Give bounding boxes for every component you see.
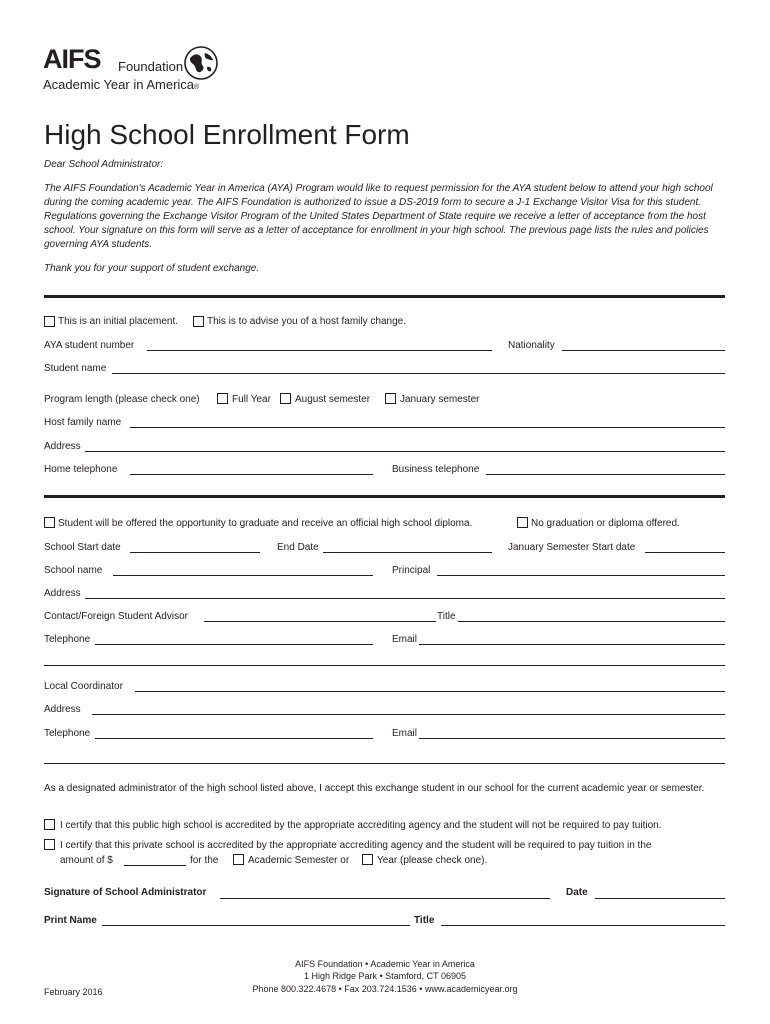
logo-program: Academic Year in America® bbox=[43, 77, 200, 92]
footer-line-3: Phone 800.322.4678 • Fax 203.724.1536 • www.academicyear.org bbox=[252, 984, 518, 994]
initial-placement-label: This is an initial placement. bbox=[58, 316, 179, 327]
program-length-label: Program length (please check one) bbox=[44, 394, 200, 405]
end-date-label: End Date bbox=[277, 542, 319, 553]
year-checkbox[interactable] bbox=[362, 854, 373, 865]
for-the-label: for the bbox=[190, 855, 219, 866]
aya-number-field[interactable] bbox=[147, 350, 492, 351]
host-family-label: Host family name bbox=[44, 417, 122, 428]
intro-paragraph: The AIFS Foundation's Academic Year in America (AYA) Program would like to request permission for the AYA student below to attend your high school during the coming academic year. The AIFS Foundation is authorized to issue a DS-2019 form to secure a J-1 Exchange Visitor Visa for this student. Regulations governing the Exchange Visitor Program of the United States Department of State require we receive a letter of acceptance from the host school. Your signature on this form will serve as a letter of acceptance for enrollment in your high school. The previous page lists the rules and policies governing AYA students. bbox=[44, 183, 713, 250]
school-telephone-field[interactable] bbox=[95, 644, 373, 645]
section-divider bbox=[44, 495, 725, 498]
business-telephone-label: Business telephone bbox=[392, 464, 480, 475]
coordinator-email-label: Email bbox=[392, 728, 418, 739]
print-name-label: Print Name bbox=[44, 915, 97, 926]
advisor-field[interactable] bbox=[204, 621, 436, 622]
footer-line-1: AIFS Foundation • Academic Year in America bbox=[295, 959, 475, 969]
initial-placement-checkbox[interactable] bbox=[44, 316, 55, 327]
private-school-checkbox[interactable] bbox=[44, 839, 55, 850]
salutation: Dear School Administrator: bbox=[44, 159, 164, 170]
logo-brand: AIFS bbox=[43, 44, 101, 74]
academic-semester-checkbox[interactable] bbox=[233, 854, 244, 865]
jan-start-field[interactable] bbox=[645, 552, 725, 553]
principal-label: Principal bbox=[392, 565, 431, 576]
school-telephone-label: Telephone bbox=[44, 634, 91, 645]
section-divider bbox=[44, 763, 725, 764]
host-change-checkbox[interactable] bbox=[193, 316, 204, 327]
full-year-checkbox[interactable] bbox=[217, 393, 228, 404]
january-semester-checkbox[interactable] bbox=[385, 393, 396, 404]
end-date-field[interactable] bbox=[323, 552, 492, 553]
advisor-label: Contact/Foreign Student Advisor bbox=[44, 611, 188, 622]
january-semester-label: January semester bbox=[400, 394, 480, 405]
jan-start-label: January Semester Start date bbox=[508, 542, 636, 553]
school-name-field[interactable] bbox=[113, 575, 373, 576]
logo-foundation: Foundation bbox=[118, 59, 184, 74]
section-divider bbox=[44, 665, 725, 666]
no-graduation-checkbox[interactable] bbox=[517, 517, 528, 528]
home-telephone-field[interactable] bbox=[130, 474, 373, 475]
coordinator-telephone-field[interactable] bbox=[95, 738, 373, 739]
advisor-title-field[interactable] bbox=[458, 621, 725, 622]
footer-line-2: 1 High Ridge Park • Stamford, CT 06905 bbox=[303, 971, 467, 981]
student-name-field[interactable] bbox=[112, 373, 725, 374]
signature-title-label: Title bbox=[414, 915, 435, 926]
full-year-label: Full Year bbox=[232, 394, 271, 405]
school-email-label: Email bbox=[392, 634, 418, 645]
nationality-label: Nationality bbox=[508, 340, 555, 351]
school-name-label: School name bbox=[44, 565, 103, 576]
local-coordinator-field[interactable] bbox=[135, 691, 725, 692]
date-field[interactable] bbox=[595, 898, 725, 899]
nationality-field[interactable] bbox=[562, 350, 725, 351]
globe-icon bbox=[183, 45, 219, 81]
signature-title-field[interactable] bbox=[441, 925, 725, 926]
school-address-field[interactable] bbox=[85, 598, 725, 599]
amount-field[interactable] bbox=[124, 865, 186, 866]
august-semester-label: August semester bbox=[295, 394, 371, 405]
host-change-label: This is to advise you of a host family change. bbox=[207, 316, 406, 327]
business-telephone-field[interactable] bbox=[486, 474, 725, 475]
no-graduation-label: No graduation or diploma offered. bbox=[531, 518, 680, 529]
public-school-checkbox[interactable] bbox=[44, 819, 55, 830]
section-divider bbox=[44, 295, 725, 298]
student-name-label: Student name bbox=[44, 363, 107, 374]
signature-field[interactable] bbox=[220, 898, 550, 899]
signature-label: Signature of School Administrator bbox=[44, 887, 207, 898]
date-label: Date bbox=[566, 887, 588, 898]
address-label: Address bbox=[44, 441, 81, 452]
graduate-label: Student will be offered the opportunity to graduate and receive an official high school diploma. bbox=[58, 518, 473, 529]
thanks-text: Thank you for your support of student exchange. bbox=[44, 263, 260, 274]
acceptance-statement: As a designated administrator of the high school listed above, I accept this exchange student in our school for the current academic year or semester. bbox=[44, 783, 705, 794]
home-telephone-label: Home telephone bbox=[44, 464, 118, 475]
host-family-field[interactable] bbox=[130, 427, 725, 428]
graduate-checkbox[interactable] bbox=[44, 517, 55, 528]
coordinator-address-field[interactable] bbox=[92, 714, 725, 715]
public-school-label: I certify that this public high school is accredited by the appropriate accrediting agency and the student will not be required to pay tuition. bbox=[60, 820, 662, 831]
coordinator-email-field[interactable] bbox=[419, 738, 725, 739]
academic-semester-label: Academic Semester or bbox=[248, 855, 350, 866]
principal-field[interactable] bbox=[437, 575, 725, 576]
school-address-label: Address bbox=[44, 588, 81, 599]
coordinator-telephone-label: Telephone bbox=[44, 728, 91, 739]
private-school-label: I certify that this private school is accredited by the appropriate accrediting agency and the student will be required to pay tuition in the bbox=[60, 840, 652, 851]
amount-label: amount of $ bbox=[60, 855, 113, 866]
school-start-field[interactable] bbox=[130, 552, 260, 553]
school-email-field[interactable] bbox=[419, 644, 725, 645]
print-name-field[interactable] bbox=[102, 925, 410, 926]
school-start-label: School Start date bbox=[44, 542, 121, 553]
page-title: High School Enrollment Form bbox=[44, 119, 410, 150]
address-field[interactable] bbox=[85, 451, 725, 452]
year-label: Year (please check one). bbox=[377, 855, 488, 866]
form-date: February 2016 bbox=[44, 987, 103, 997]
coordinator-address-label: Address bbox=[44, 704, 81, 715]
local-coordinator-label: Local Coordinator bbox=[44, 681, 123, 692]
august-semester-checkbox[interactable] bbox=[280, 393, 291, 404]
aya-number-label: AYA student number bbox=[44, 340, 135, 351]
advisor-title-label: Title bbox=[437, 611, 456, 622]
